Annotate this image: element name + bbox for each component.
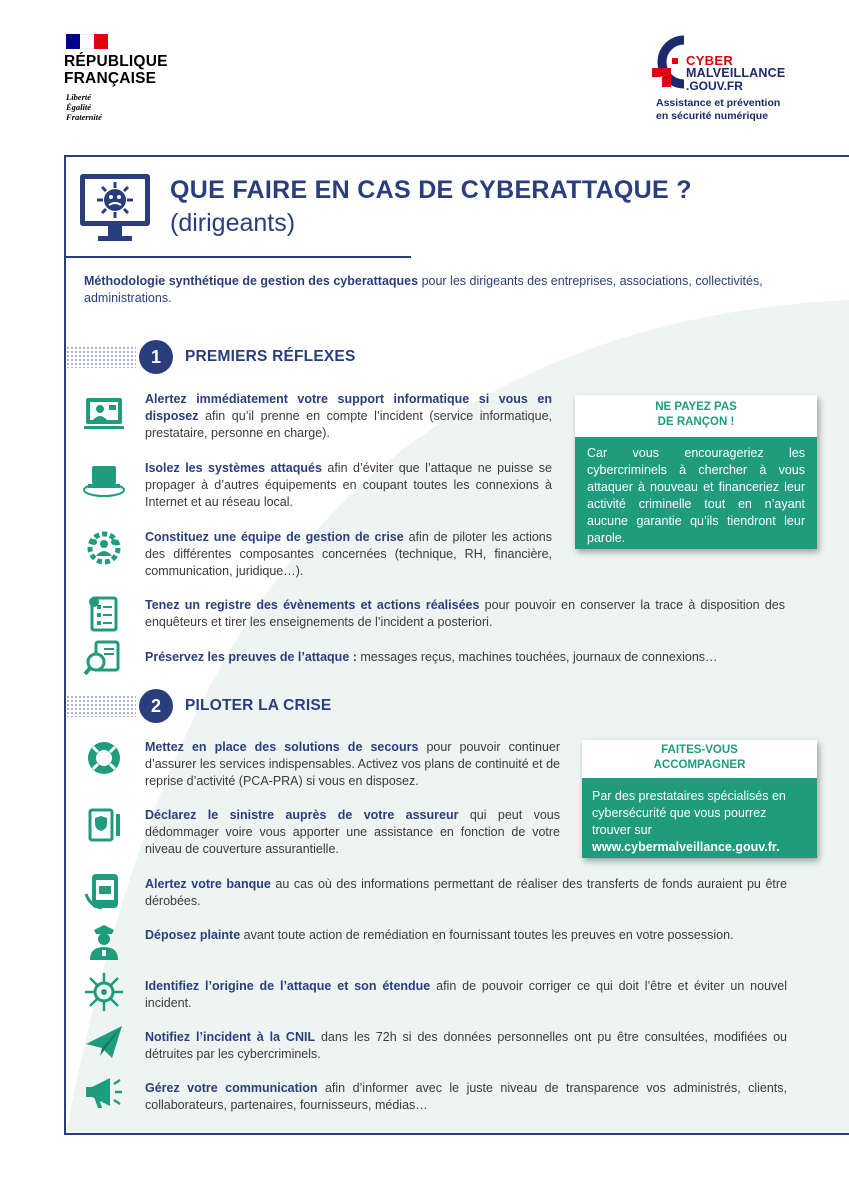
section-dots <box>66 346 136 368</box>
intro-rest: pour les dirigeants des entreprises, associations, collectivités, administrations. <box>84 274 763 305</box>
republique-francaise-wordmark: RÉPUBLIQUE FRANÇAISE <box>64 53 168 87</box>
get-support-callout-body: Par des prestataires spécialisés en cybersécurité que vous pourrez trouver sur www.cybermalveillance.gouv.fr. <box>582 778 817 856</box>
page-subtitle: (dirigeants) <box>170 209 296 237</box>
title-underline <box>66 256 411 258</box>
section-1-item-4: Tenez un registre des évènements et actions réalisées pour pouvoir en conserver la trace à disposition des enquêteurs et tirer les enseignements de l’incident a posteriori. <box>145 598 785 629</box>
page-title: QUE FAIRE EN CAS DE CYBERATTAQUE ? <box>170 176 692 204</box>
republique-motto: Liberté Égalité Fraternité <box>66 92 102 122</box>
marianne-flag-logo <box>66 34 108 49</box>
network-origin-icon <box>82 972 126 1012</box>
section-1-title: PREMIERS RÉFLEXES <box>185 348 356 365</box>
evidence-magnifier-icon <box>82 638 126 678</box>
support-agent-icon <box>82 392 126 432</box>
section-1-item-5: Préservez les preuves de l’attaque : messages reçus, machines touchées, journaux de connexions… <box>145 650 718 664</box>
intro-bold: Méthodologie synthétique de gestion des cyberattaques <box>84 274 419 288</box>
section-1-item-3: Constituez une équipe de gestion de crise afin de piloter les actions des différentes composantes concernées (technique, RH, financière, communication, juridique…). <box>145 530 552 578</box>
no-ransom-callout <box>575 395 817 549</box>
lifebuoy-icon <box>82 738 126 778</box>
section-2-title: PILOTER LA CRISE <box>185 697 332 714</box>
get-support-callout <box>582 740 817 858</box>
police-officer-icon <box>82 922 126 962</box>
cybermalveillance-link[interactable]: www.cybermalveillance.gouv.fr. <box>592 840 780 854</box>
section-dots <box>66 695 136 717</box>
section-2-item-6: Notifiez l’incident à la CNIL dans les 72h si des données personnelles ont pu être consultées, modifiées ou détruites par les cybercriminels. <box>145 1030 787 1061</box>
bank-phone-icon <box>82 872 126 912</box>
isolated-laptop-icon <box>82 460 126 500</box>
intro-paragraph <box>84 273 829 307</box>
section-2-item-1: Mettez en place des solutions de secours pour pouvoir continuer d’assurer les services indispensables. Activez vos plans de continuité et de reprise d’activité (PCA-PRA) si vous en disposez. <box>145 740 561 788</box>
register-checklist-icon <box>82 594 126 634</box>
paper-plane-icon <box>82 1022 126 1062</box>
no-ransom-callout-body: Car vous encourageriez les cybercriminels à chercher à vous attaquer à nouveau et financeriez leur activité criminelle tout en n’ayant aucune garantie qu’ils tiendront leur parole. <box>587 446 805 545</box>
get-support-callout-head: FAITES-VOUS ACCOMPAGNER <box>582 740 817 778</box>
section-1-item-1: Alertez immédiatement votre support informatique si vous en disposez afin qu’il prenne en compte l’incident (service informatique, prestataire, personne en charge). <box>145 392 552 440</box>
section-2-item-3: Alertez votre banque au cas où des informations permettant de réaliser des transferts de fonds auraient pu être dérobées. <box>145 877 788 908</box>
cybermalveillance-wordmark-cyber: CYBER <box>686 53 734 68</box>
cybermalveillance-wordmark-domain: .GOUV.FR <box>686 79 743 93</box>
section-1-number: 1 <box>139 340 173 374</box>
section-2-number: 2 <box>139 689 173 723</box>
no-ransom-callout-head: NE PAYEZ PAS DE RANÇON ! <box>575 395 817 437</box>
section-2-item-5: Identifiez l’origine de l’attaque et son étendue afin de pouvoir corriger ce qui doit l’être et éviter un nouvel incident. <box>145 979 787 1010</box>
virus-monitor-icon <box>78 168 152 248</box>
cybermalveillance-tagline: Assistance et prévention en sécurité numérique <box>656 97 781 122</box>
section-2-item-7: Gérez votre communication afin d’informer avec le juste niveau de transparence vos administrés, clients, collaborateurs, partenaires, fournisseurs, médias… <box>145 1081 788 1112</box>
insurance-document-icon <box>82 806 126 846</box>
section-2-item-4: Déposez plainte avant toute action de remédiation en fournissant toutes les preuves en votre possession. <box>145 928 734 942</box>
crisis-team-gear-icon <box>82 528 126 568</box>
section-2-item-2: Déclarez le sinistre auprès de votre assureur qui peut vous dédommager voire vous apporter une assistance en fonction de votre niveau de couverture assurantielle. <box>145 808 560 856</box>
cybermalveillance-wordmark-malveillance: MALVEILLANCE <box>686 66 786 80</box>
section-1-item-2: Isolez les systèmes attaqués afin d’éviter que l’attaque ne puisse se propager à d’autres équipements en coupant toutes les connexions à Internet et au réseau local. <box>145 461 552 509</box>
megaphone-icon <box>82 1072 126 1112</box>
